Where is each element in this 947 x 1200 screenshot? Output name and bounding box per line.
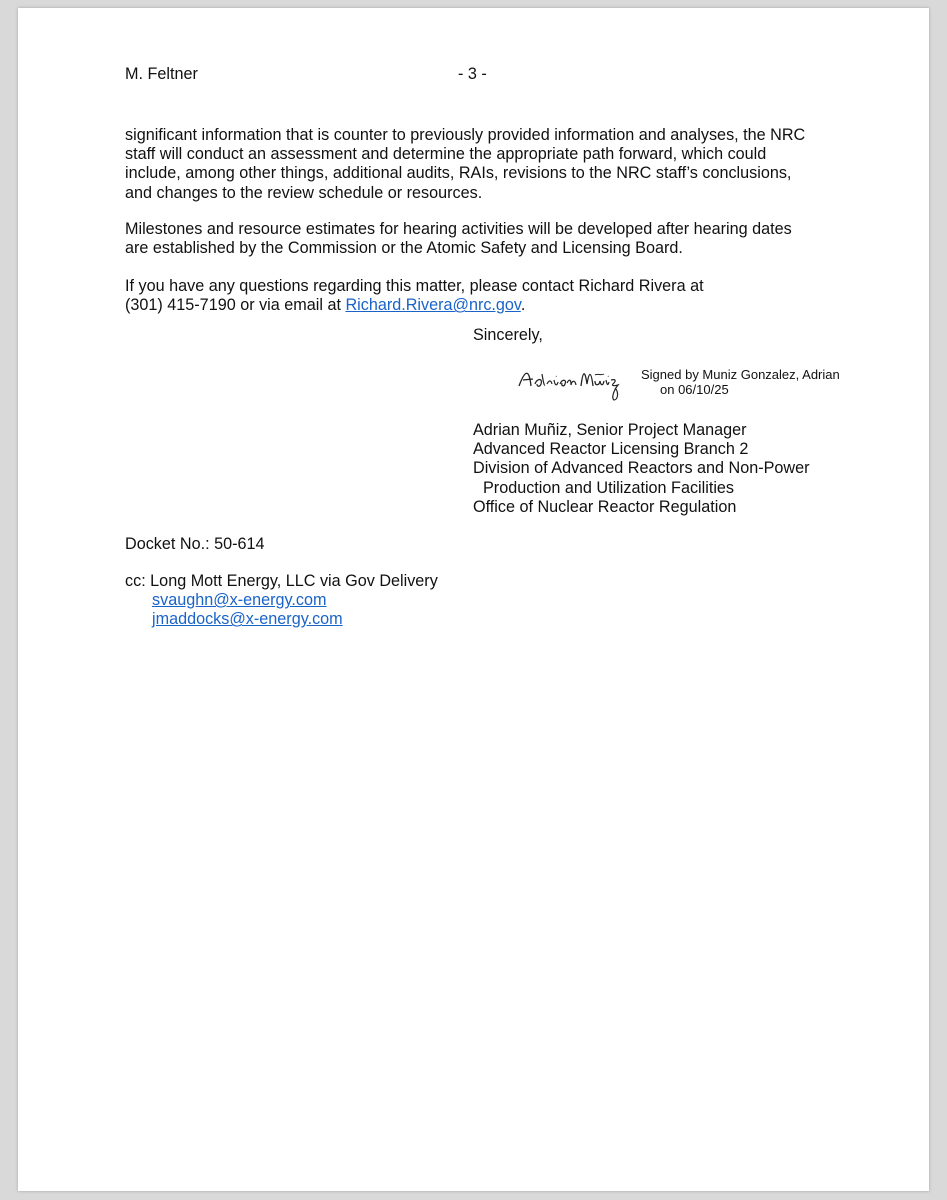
closing: Sincerely,: [473, 326, 543, 344]
paragraph-contact: [125, 277, 825, 315]
cc-line: cc: Long Mott Energy, LLC via Gov Delivery: [125, 572, 438, 590]
document-page: [18, 8, 929, 1191]
paragraph-line: significant information that is counter to previously provided information and analyses, the NRC: [125, 126, 806, 144]
page-number: - 3 -: [458, 65, 487, 83]
signed-date-text: on 06/10/25: [660, 382, 729, 397]
paragraph-review-assessment: [125, 126, 825, 203]
digital-signature-note: [641, 367, 840, 397]
paragraph-milestones: [125, 220, 825, 258]
contact-line-1: If you have any questions regarding this matter, please contact Richard Rivera at: [125, 277, 704, 295]
paragraph-line: are established by the Commission or the Atomic Safety and Licensing Board.: [125, 239, 683, 258]
paragraph-line: and changes to the review schedule or resources.: [125, 183, 483, 202]
docket-number: Docket No.: 50-614: [125, 535, 265, 553]
paragraph-line: Milestones and resource estimates for hearing activities will be developed after hearing dates: [125, 220, 792, 238]
paragraph-line: include, among other things, additional audits, RAIs, revisions to the NRC staff’s conclusions,: [125, 164, 792, 183]
signer-branch: Advanced Reactor Licensing Branch 2: [473, 440, 749, 459]
signer-division-line-1: Division of Advanced Reactors and Non-Power: [473, 459, 810, 478]
paragraph-line: staff will conduct an assessment and determine the appropriate path forward, which could: [125, 145, 767, 164]
contact-email-link[interactable]: Richard.Rivera@nrc.gov: [345, 296, 521, 315]
handwritten-signature: [515, 360, 631, 402]
cc-email-list: [152, 591, 343, 629]
contact-suffix: .: [520, 296, 526, 315]
signed-by-text: Signed by Muniz Gonzalez, Adrian: [641, 367, 840, 382]
cc-email-link[interactable]: svaughn@x-energy.com: [152, 591, 327, 609]
signer-office: Office of Nuclear Reactor Regulation: [473, 497, 737, 516]
cc-email-link[interactable]: jmaddocks@x-energy.com: [152, 610, 343, 629]
signer-division-line-2: Production and Utilization Facilities: [483, 478, 735, 497]
contact-line-2: [125, 296, 825, 315]
contact-phone-text: (301) 415-7190 or via email at: [125, 296, 346, 315]
signature-block: [473, 421, 810, 517]
signer-name-title: Adrian Muñiz, Senior Project Manager: [473, 421, 747, 439]
header-recipient: M. Feltner: [125, 65, 198, 83]
